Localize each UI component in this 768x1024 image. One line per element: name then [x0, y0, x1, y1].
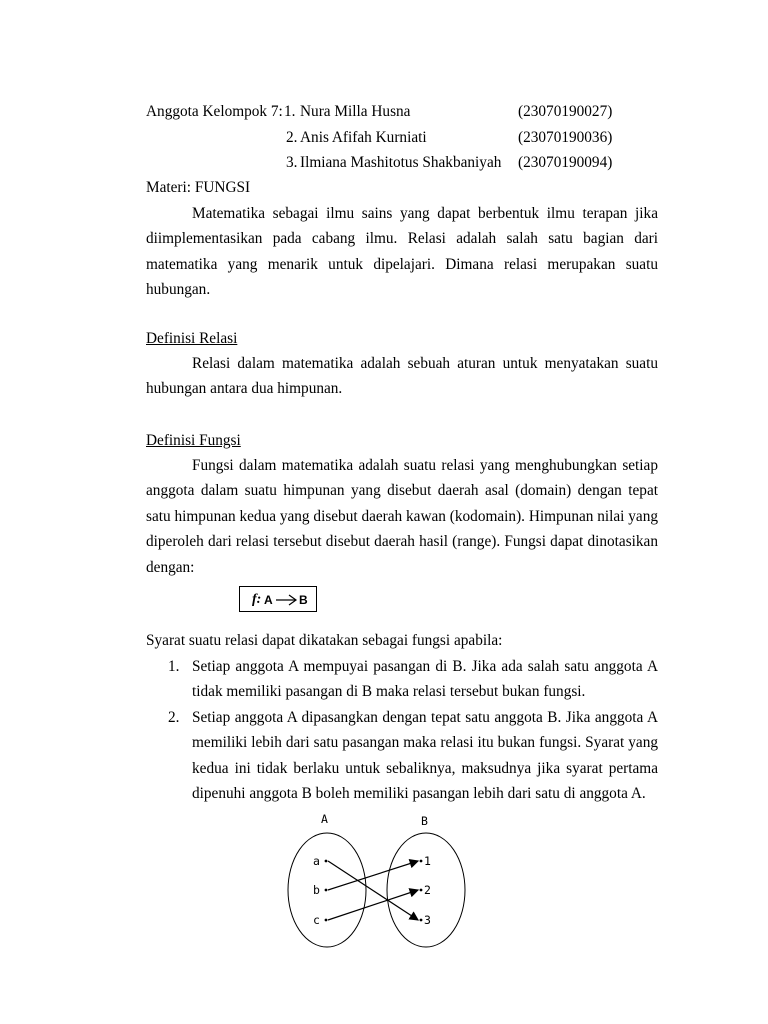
set-b-label: B [421, 814, 428, 828]
member-number: 3. [286, 154, 298, 171]
list-number: 2. [168, 708, 180, 726]
set-b-element: 2 [424, 883, 431, 897]
list-number: 1. [168, 658, 180, 675]
mapping-arrow [328, 861, 418, 920]
set-a-label: A [321, 812, 328, 826]
fungsi-heading: Definisi Fungsi [146, 432, 241, 449]
fungsi-paragraph: Fungsi dalam matematika adalah suatu relasi yang menghubungkan setiap anggota dalam suatu himpunan yang disebut daerah asal (domain) dengan tepat satu himpunan kedua yang disebut daerah kawan (kodomain). Himpunan nilai yang diperoleh dari relasi tersebut disebut daerah hasil (range). Fungsi dapat dinotasikan dengan: [146, 457, 658, 576]
member-name: Ilmiana Mashitotus Shakbaniyah [300, 154, 502, 171]
list-item [146, 654, 658, 705]
set-b-dot [420, 919, 423, 922]
notation-domain: A [264, 593, 273, 607]
materi-title: Materi: FUNGSI [146, 179, 251, 196]
syarat-list [146, 654, 658, 806]
list-text: Setiap anggota A dipasangkan dengan tepat satu anggota B. Jika anggota A memiliki lebih dari satu pasangan maka relasi itu bukan fungsi. Syarat yang kedua ini tidak berlaku untuk sebaliknya, maksudnya jika syarat pertama dipenuhi anggota B boleh memiliki pasangan lebih dari satu di anggota A. [192, 708, 658, 803]
member-number: 1. [284, 103, 296, 120]
list-item [146, 705, 658, 807]
set-b-dot [420, 889, 423, 892]
list-text: Setiap anggota A mempuyai pasangan di B. Jika ada salah satu anggota A tidak memiliki pasangan di B maka relasi tersebut bukan fungsi. [192, 658, 658, 701]
intro-paragraph: Matematika sebagai ilmu sains yang dapat berbentuk ilmu terapan jika diimplementasikan pada cabang ilmu. Relasi adalah salah satu bagian dari matematika yang menarik untuk dipelajari. Dimana relasi merupakan suatu hubungan. [146, 205, 658, 299]
set-a-dot [325, 919, 328, 922]
set-b-element: 3 [424, 913, 431, 927]
set-a-dot [325, 889, 328, 892]
set-b-element: 1 [424, 854, 431, 868]
set-a-dot [325, 860, 328, 863]
function-notation-box [239, 586, 317, 612]
mapping-diagram [276, 808, 476, 953]
member-id: (23070190036) [518, 129, 613, 146]
member-id: (23070190027) [518, 103, 613, 120]
mapping-arrow [328, 861, 418, 890]
set-b-dot [420, 860, 423, 863]
group-label: Anggota Kelompok 7: [146, 103, 283, 120]
notation-codomain: B [299, 593, 308, 607]
function-symbol: f: [252, 592, 262, 607]
member-id: (23070190094) [518, 154, 613, 171]
set-a-element: b [313, 883, 320, 897]
member-name: Nura Milla Husna [300, 103, 411, 120]
syarat-intro: Syarat suatu relasi dapat dikatakan sebagai fungsi apabila: [146, 632, 503, 649]
set-a-element: c [313, 913, 320, 927]
mapping-arrow [328, 890, 418, 920]
relasi-heading: Definisi Relasi [146, 330, 238, 347]
set-a-element: a [313, 854, 320, 868]
member-name: Anis Afifah Kurniati [300, 129, 427, 146]
member-number: 2. [286, 129, 298, 146]
relasi-paragraph: Relasi dalam matematika adalah sebuah aturan untuk menyatakan suatu hubungan antara dua himpunan. [146, 355, 658, 398]
